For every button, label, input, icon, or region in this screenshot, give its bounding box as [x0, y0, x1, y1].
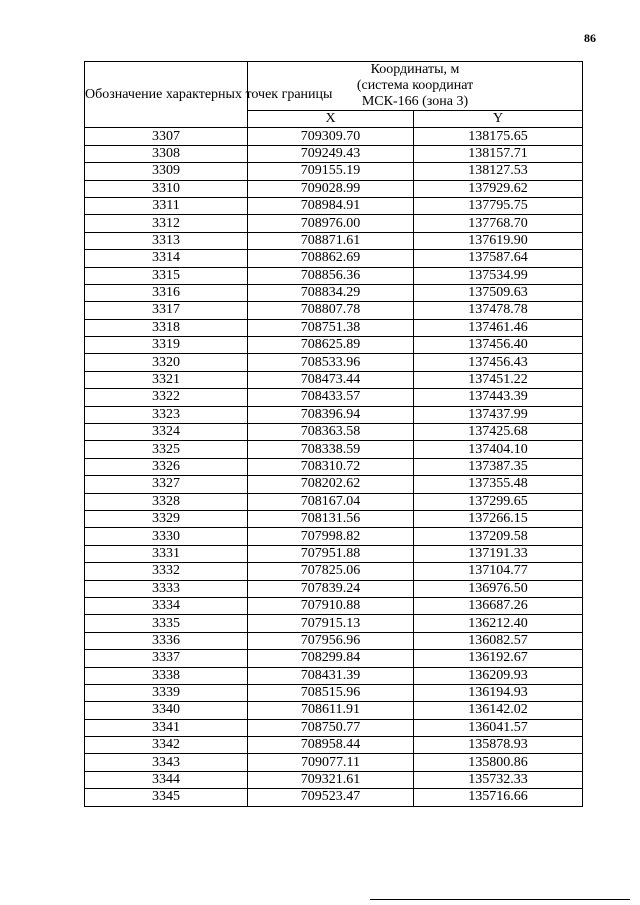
coordinates-table — [84, 61, 583, 807]
page-number: 86 — [584, 31, 596, 45]
y-coordinate-cell: 136082.57 — [414, 632, 583, 649]
y-coordinate-cell: 138127.53 — [414, 163, 583, 180]
x-coordinate-cell: 707951.88 — [248, 545, 414, 562]
table-row — [85, 302, 583, 319]
table-row — [85, 789, 583, 806]
x-coordinate-cell: 708431.39 — [248, 667, 414, 684]
y-coordinate-cell: 137451.22 — [414, 371, 583, 388]
x-coordinate-cell: 708473.44 — [248, 371, 414, 388]
y-coordinate-cell: 137437.99 — [414, 406, 583, 423]
table-row — [85, 354, 583, 371]
y-coordinate-cell: 137795.75 — [414, 197, 583, 214]
point-id-cell: 3321 — [85, 371, 248, 388]
table-row — [85, 702, 583, 719]
table-row — [85, 632, 583, 649]
table-row — [85, 145, 583, 162]
point-id-cell: 3329 — [85, 510, 248, 527]
table-row — [85, 493, 583, 510]
table-row — [85, 267, 583, 284]
coordinates-header — [248, 62, 583, 111]
y-coordinate-cell: 135716.66 — [414, 789, 583, 806]
x-coordinate-cell: 707839.24 — [248, 580, 414, 597]
x-coordinate-cell: 707998.82 — [248, 528, 414, 545]
table-row — [85, 197, 583, 214]
y-coordinate-cell: 135800.86 — [414, 754, 583, 771]
x-coordinate-cell: 708834.29 — [248, 284, 414, 301]
point-id-cell: 3309 — [85, 163, 248, 180]
table-body — [85, 128, 583, 806]
table-row — [85, 563, 583, 580]
table-row — [85, 476, 583, 493]
x-coordinate-cell: 709155.19 — [248, 163, 414, 180]
point-id-cell: 3340 — [85, 702, 248, 719]
table-row — [85, 580, 583, 597]
table-row — [85, 424, 583, 441]
x-coordinate-cell: 708363.58 — [248, 424, 414, 441]
y-coordinate-cell: 136687.26 — [414, 597, 583, 614]
x-coordinate-cell: 708984.91 — [248, 197, 414, 214]
y-coordinate-cell: 136212.40 — [414, 615, 583, 632]
y-coordinate-cell: 137387.35 — [414, 458, 583, 475]
table-row — [85, 319, 583, 336]
table-row — [85, 667, 583, 684]
table-row — [85, 754, 583, 771]
point-id-cell: 3311 — [85, 197, 248, 214]
point-id-cell: 3331 — [85, 545, 248, 562]
y-coordinate-cell: 137404.10 — [414, 441, 583, 458]
table-row — [85, 180, 583, 197]
x-coordinate-cell: 708338.59 — [248, 441, 414, 458]
y-coordinate-cell: 137619.90 — [414, 232, 583, 249]
coordinates-header-line-1: Координаты, м — [370, 62, 460, 77]
coordinates-header-line-3: МСК-166 (зона 3) — [361, 94, 469, 109]
y-coordinate-cell: 137768.70 — [414, 215, 583, 232]
table-row — [85, 389, 583, 406]
table-row — [85, 232, 583, 249]
y-coordinate-cell: 137509.63 — [414, 284, 583, 301]
point-id-cell: 3315 — [85, 267, 248, 284]
table-row — [85, 250, 583, 267]
point-id-cell: 3333 — [85, 580, 248, 597]
x-coordinate-cell: 708299.84 — [248, 650, 414, 667]
x-coordinate-cell: 708396.94 — [248, 406, 414, 423]
table-row — [85, 719, 583, 736]
y-coordinate-cell: 137266.15 — [414, 510, 583, 527]
table-row — [85, 406, 583, 423]
point-id-cell: 3314 — [85, 250, 248, 267]
point-id-cell: 3313 — [85, 232, 248, 249]
x-coordinate-cell: 708310.72 — [248, 458, 414, 475]
x-coordinate-cell: 708856.36 — [248, 267, 414, 284]
x-coordinate-cell: 709309.70 — [248, 128, 414, 145]
y-coordinate-cell: 136976.50 — [414, 580, 583, 597]
point-id-cell: 3332 — [85, 563, 248, 580]
table-row — [85, 771, 583, 788]
x-coordinate-cell: 708533.96 — [248, 354, 414, 371]
x-coordinate-cell: 708202.62 — [248, 476, 414, 493]
y-coordinate-cell: 136142.02 — [414, 702, 583, 719]
table-row — [85, 545, 583, 562]
y-coordinate-cell: 137534.99 — [414, 267, 583, 284]
point-id-cell: 3330 — [85, 528, 248, 545]
y-coordinate-cell: 137461.46 — [414, 319, 583, 336]
x-coordinate-cell: 707910.88 — [248, 597, 414, 614]
point-designation-header: Обозначение характерных точек границы — [85, 62, 248, 128]
table-row — [85, 737, 583, 754]
table-row — [85, 371, 583, 388]
y-coordinate-cell: 137425.68 — [414, 424, 583, 441]
x-coordinate-cell: 708807.78 — [248, 302, 414, 319]
point-id-cell: 3307 — [85, 128, 248, 145]
table-row — [85, 163, 583, 180]
x-coordinate-cell: 708976.00 — [248, 215, 414, 232]
y-coordinate-cell: 136041.57 — [414, 719, 583, 736]
x-coordinate-cell: 708871.61 — [248, 232, 414, 249]
point-id-cell: 3310 — [85, 180, 248, 197]
y-coordinate-cell: 137587.64 — [414, 250, 583, 267]
x-coordinate-cell: 709077.11 — [248, 754, 414, 771]
table-row — [85, 284, 583, 301]
y-coordinate-cell: 136192.67 — [414, 650, 583, 667]
table-row — [85, 650, 583, 667]
y-coordinate-cell: 137929.62 — [414, 180, 583, 197]
point-id-cell: 3319 — [85, 337, 248, 354]
x-coordinate-cell: 707825.06 — [248, 563, 414, 580]
x-coordinate-cell: 709028.99 — [248, 180, 414, 197]
x-coordinate-cell: 709523.47 — [248, 789, 414, 806]
y-coordinate-cell: 137478.78 — [414, 302, 583, 319]
table-row — [85, 337, 583, 354]
x-coordinate-cell: 709249.43 — [248, 145, 414, 162]
y-coordinate-cell: 135732.33 — [414, 771, 583, 788]
point-id-cell: 3308 — [85, 145, 248, 162]
table-row — [85, 597, 583, 614]
point-id-cell: 3320 — [85, 354, 248, 371]
y-column-header: Y — [414, 111, 583, 128]
coordinates-header-line-2: (система координат — [356, 78, 474, 93]
table-row — [85, 441, 583, 458]
point-id-cell: 3317 — [85, 302, 248, 319]
x-coordinate-cell: 708167.04 — [248, 493, 414, 510]
point-id-cell: 3327 — [85, 476, 248, 493]
point-id-cell: 3325 — [85, 441, 248, 458]
y-coordinate-cell: 138175.65 — [414, 128, 583, 145]
y-coordinate-cell: 137191.33 — [414, 545, 583, 562]
point-id-cell: 3324 — [85, 424, 248, 441]
point-id-cell: 3335 — [85, 615, 248, 632]
table-row — [85, 510, 583, 527]
point-id-cell: 3318 — [85, 319, 248, 336]
footer-divider — [370, 899, 630, 900]
point-id-cell: 3336 — [85, 632, 248, 649]
y-coordinate-cell: 137299.65 — [414, 493, 583, 510]
y-coordinate-cell: 137456.40 — [414, 337, 583, 354]
x-coordinate-cell: 708611.91 — [248, 702, 414, 719]
y-coordinate-cell: 137209.58 — [414, 528, 583, 545]
point-id-cell: 3342 — [85, 737, 248, 754]
y-coordinate-cell: 137355.48 — [414, 476, 583, 493]
x-coordinate-cell: 708862.69 — [248, 250, 414, 267]
point-id-cell: 3323 — [85, 406, 248, 423]
point-id-cell: 3312 — [85, 215, 248, 232]
y-coordinate-cell: 136194.93 — [414, 684, 583, 701]
x-coordinate-cell: 708751.38 — [248, 319, 414, 336]
table-row — [85, 528, 583, 545]
point-id-cell: 3339 — [85, 684, 248, 701]
x-column-header: X — [248, 111, 414, 128]
point-id-cell: 3341 — [85, 719, 248, 736]
table-row — [85, 128, 583, 145]
table-row — [85, 615, 583, 632]
point-id-cell: 3343 — [85, 754, 248, 771]
x-coordinate-cell: 708958.44 — [248, 737, 414, 754]
y-coordinate-cell: 137104.77 — [414, 563, 583, 580]
point-id-cell: 3326 — [85, 458, 248, 475]
y-coordinate-cell: 136209.93 — [414, 667, 583, 684]
y-coordinate-cell: 137443.39 — [414, 389, 583, 406]
point-id-cell: 3334 — [85, 597, 248, 614]
point-id-cell: 3337 — [85, 650, 248, 667]
point-id-cell: 3316 — [85, 284, 248, 301]
point-id-cell: 3328 — [85, 493, 248, 510]
x-coordinate-cell: 708131.56 — [248, 510, 414, 527]
point-id-cell: 3344 — [85, 771, 248, 788]
point-id-cell: 3322 — [85, 389, 248, 406]
table-row — [85, 215, 583, 232]
x-coordinate-cell: 708750.77 — [248, 719, 414, 736]
y-coordinate-cell: 138157.71 — [414, 145, 583, 162]
y-coordinate-cell: 135878.93 — [414, 737, 583, 754]
table-row — [85, 458, 583, 475]
x-coordinate-cell: 708515.96 — [248, 684, 414, 701]
y-coordinate-cell: 137456.43 — [414, 354, 583, 371]
x-coordinate-cell: 707956.96 — [248, 632, 414, 649]
x-coordinate-cell: 708625.89 — [248, 337, 414, 354]
point-id-cell: 3338 — [85, 667, 248, 684]
x-coordinate-cell: 708433.57 — [248, 389, 414, 406]
point-id-cell: 3345 — [85, 789, 248, 806]
x-coordinate-cell: 707915.13 — [248, 615, 414, 632]
x-coordinate-cell: 709321.61 — [248, 771, 414, 788]
table-row — [85, 684, 583, 701]
